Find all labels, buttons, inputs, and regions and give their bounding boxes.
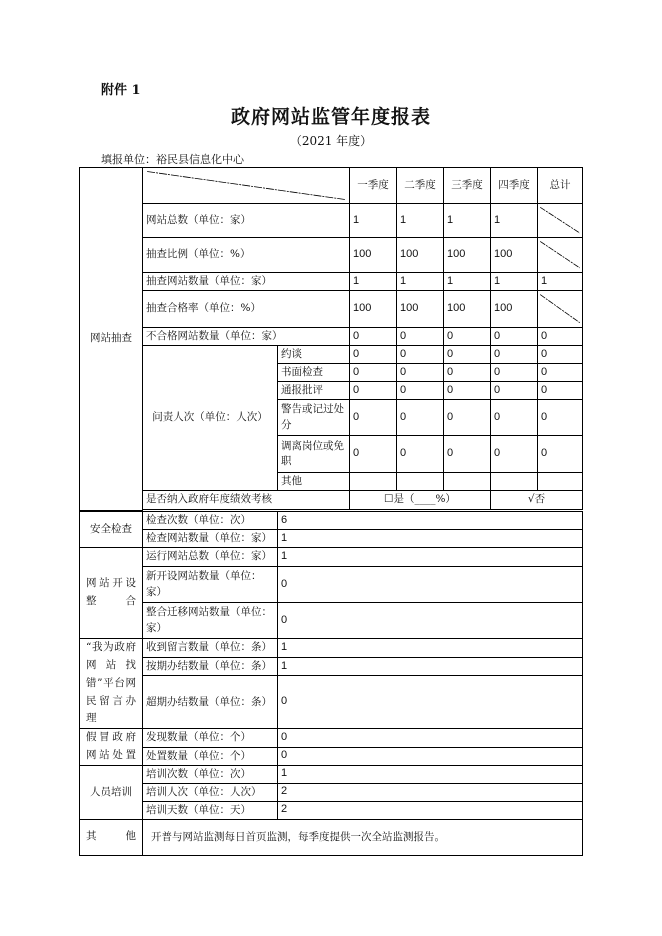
diagonal-cell [538, 291, 583, 328]
corner-diagonal-cell [143, 168, 350, 204]
cell-value: 0 [444, 364, 491, 382]
cell-value: 100 [444, 291, 491, 328]
cell-value: 0 [350, 382, 397, 400]
sub-row-label: 书面检查 [278, 364, 350, 382]
cell-value: 1 [397, 204, 444, 238]
cell-value: 0 [491, 436, 538, 473]
accountability-label: 问责人次（单位：人次） [143, 346, 278, 491]
quarter-header: 三季度 [444, 168, 491, 204]
row-label: 培训天数（单位：天） [143, 801, 278, 819]
cell-value: 0 [538, 364, 583, 382]
cell-value: 0 [397, 346, 444, 364]
cell-value: 1 [278, 765, 583, 783]
spacer-row [80, 510, 583, 511]
report-title: 政府网站监管年度报表 [230, 106, 431, 128]
sub-row-label: 调离岗位或免职 [278, 436, 350, 473]
report-year: （2021 年度） [289, 134, 373, 148]
other-text: 开普与网站监测每日首页监测，每季度提供一次全站监测报告。 [143, 819, 583, 855]
cell-value: 0 [397, 328, 444, 346]
diagonal-cell [538, 238, 583, 273]
cell-value: 100 [350, 238, 397, 273]
row-label: 运行网站总数（单位：家） [143, 548, 278, 567]
cell-value: 1 [538, 273, 583, 291]
row-label: 网站总数（单位：家） [143, 204, 350, 238]
cell-value: 6 [278, 512, 583, 530]
table-row [80, 273, 583, 291]
total-header: 总计 [538, 168, 583, 204]
table-row [80, 747, 583, 765]
cell-value: 0 [278, 567, 583, 603]
table-row [80, 238, 583, 273]
cell-value: 1 [491, 273, 538, 291]
cell-value: 0 [538, 382, 583, 400]
section-integration: 网站开设整合 [80, 548, 143, 639]
cell-value: 2 [278, 801, 583, 819]
cell-value: 100 [397, 238, 444, 273]
cell-value: 100 [444, 238, 491, 273]
cell-value: 0 [491, 400, 538, 436]
table-row [80, 567, 583, 603]
cell-value: 0 [397, 400, 444, 436]
cell-value: 0 [278, 603, 583, 639]
cell-value: 100 [350, 291, 397, 328]
table-row [80, 512, 583, 530]
report-table [79, 167, 583, 511]
cell-value: 0 [350, 328, 397, 346]
table-row [80, 639, 583, 658]
cell-value: 0 [491, 382, 538, 400]
cell-value: 1 [350, 273, 397, 291]
sub-row-label: 警告或记过处分 [278, 400, 350, 436]
section-message: “我为政府网站找错”平台网民留言办理 [80, 639, 143, 729]
cell-value: 0 [278, 747, 583, 765]
cell-value [350, 473, 397, 491]
cell-value: 100 [491, 238, 538, 273]
table-row [80, 676, 583, 729]
section-fake: 假冒政府网站处置 [80, 729, 143, 766]
row-label: 培训人次（单位：人次） [143, 783, 278, 801]
row-label: 抽查网站数量（单位：家） [143, 273, 350, 291]
sub-row-label: 其他 [278, 473, 350, 491]
cell-value: 0 [538, 346, 583, 364]
table-row [80, 783, 583, 801]
table-row [80, 530, 583, 548]
table-row [80, 291, 583, 328]
row-label: 超期办结数量（单位：条） [143, 676, 278, 729]
cell-value: 100 [397, 291, 444, 328]
cell-value: 0 [491, 364, 538, 382]
row-label: 培训次数（单位：次） [143, 765, 278, 783]
section-security: 安全检查 [80, 512, 143, 548]
spacer [143, 510, 583, 511]
sub-row-label: 约谈 [278, 346, 350, 364]
cell-value: 0 [397, 436, 444, 473]
assessment-no: √否 [491, 491, 583, 510]
cell-value [444, 473, 491, 491]
table-row [80, 657, 583, 676]
cell-value: 0 [350, 436, 397, 473]
cell-value: 0 [278, 729, 583, 747]
cell-value: 1 [278, 657, 583, 676]
table-row [80, 548, 583, 567]
filling-unit: 填报单位：裕民县信息化中心 [101, 153, 244, 166]
cell-value: 0 [491, 328, 538, 346]
cell-value: 1 [278, 530, 583, 548]
quarter-header: 一季度 [350, 168, 397, 204]
row-label: 发现数量（单位：个） [143, 729, 278, 747]
diagonal-cell [538, 204, 583, 238]
table-row [80, 603, 583, 639]
table-row [80, 819, 583, 855]
table-row [80, 729, 583, 747]
table-row [80, 328, 583, 346]
report-table-lower [79, 511, 583, 856]
row-label: 不合格网站数量（单位：家） [143, 328, 350, 346]
cell-value: 100 [491, 291, 538, 328]
table-row [80, 204, 583, 238]
cell-value: 1 [491, 204, 538, 238]
cell-value [538, 473, 583, 491]
row-label: 检查网站数量（单位：家） [143, 530, 278, 548]
row-label: 按期办结数量（单位：条） [143, 657, 278, 676]
cell-value: 0 [538, 400, 583, 436]
cell-value: 1 [397, 273, 444, 291]
row-label: 抽查比例（单位：%） [143, 238, 350, 273]
cell-value: 0 [538, 436, 583, 473]
assessment-label: 是否纳入政府年度绩效考核 [143, 491, 350, 510]
assessment-row [80, 491, 583, 510]
cell-value: 0 [444, 400, 491, 436]
header-row [80, 168, 583, 204]
row-label: 处置数量（单位：个） [143, 747, 278, 765]
row-label: 整合迁移网站数量（单位：家） [143, 603, 278, 639]
section-spot-check: 网站抽查 [80, 168, 143, 511]
cell-value: 1 [444, 273, 491, 291]
cell-value: 1 [278, 548, 583, 567]
quarter-header: 四季度 [491, 168, 538, 204]
cell-value: 2 [278, 783, 583, 801]
table-row [80, 765, 583, 783]
row-label: 检查次数（单位：次） [143, 512, 278, 530]
cell-value: 0 [491, 346, 538, 364]
row-label: 抽查合格率（单位：%） [143, 291, 350, 328]
row-label: 收到留言数量（单位：条） [143, 639, 278, 658]
cell-value: 0 [444, 346, 491, 364]
quarter-header: 二季度 [397, 168, 444, 204]
cell-value: 0 [444, 382, 491, 400]
cell-value: 1 [444, 204, 491, 238]
assessment-yes: ☐是（____%） [350, 491, 491, 510]
row-label: 新开设网站数量（单位：家） [143, 567, 278, 603]
cell-value: 0 [397, 364, 444, 382]
cell-value: 0 [278, 676, 583, 729]
cell-value: 1 [350, 204, 397, 238]
section-other: 其他 [80, 819, 143, 855]
cell-value: 0 [444, 436, 491, 473]
cell-value: 0 [350, 364, 397, 382]
cell-value: 0 [350, 346, 397, 364]
cell-value [491, 473, 538, 491]
attachment-label: 附件 1 [101, 83, 141, 98]
cell-value: 0 [350, 400, 397, 436]
cell-value: 0 [538, 328, 583, 346]
cell-value: 1 [278, 639, 583, 658]
cell-value [397, 473, 444, 491]
sub-row-label: 通报批评 [278, 382, 350, 400]
table-row [80, 346, 583, 364]
cell-value: 0 [397, 382, 444, 400]
cell-value: 0 [444, 328, 491, 346]
section-training: 人员培训 [80, 765, 143, 819]
table-row [80, 801, 583, 819]
